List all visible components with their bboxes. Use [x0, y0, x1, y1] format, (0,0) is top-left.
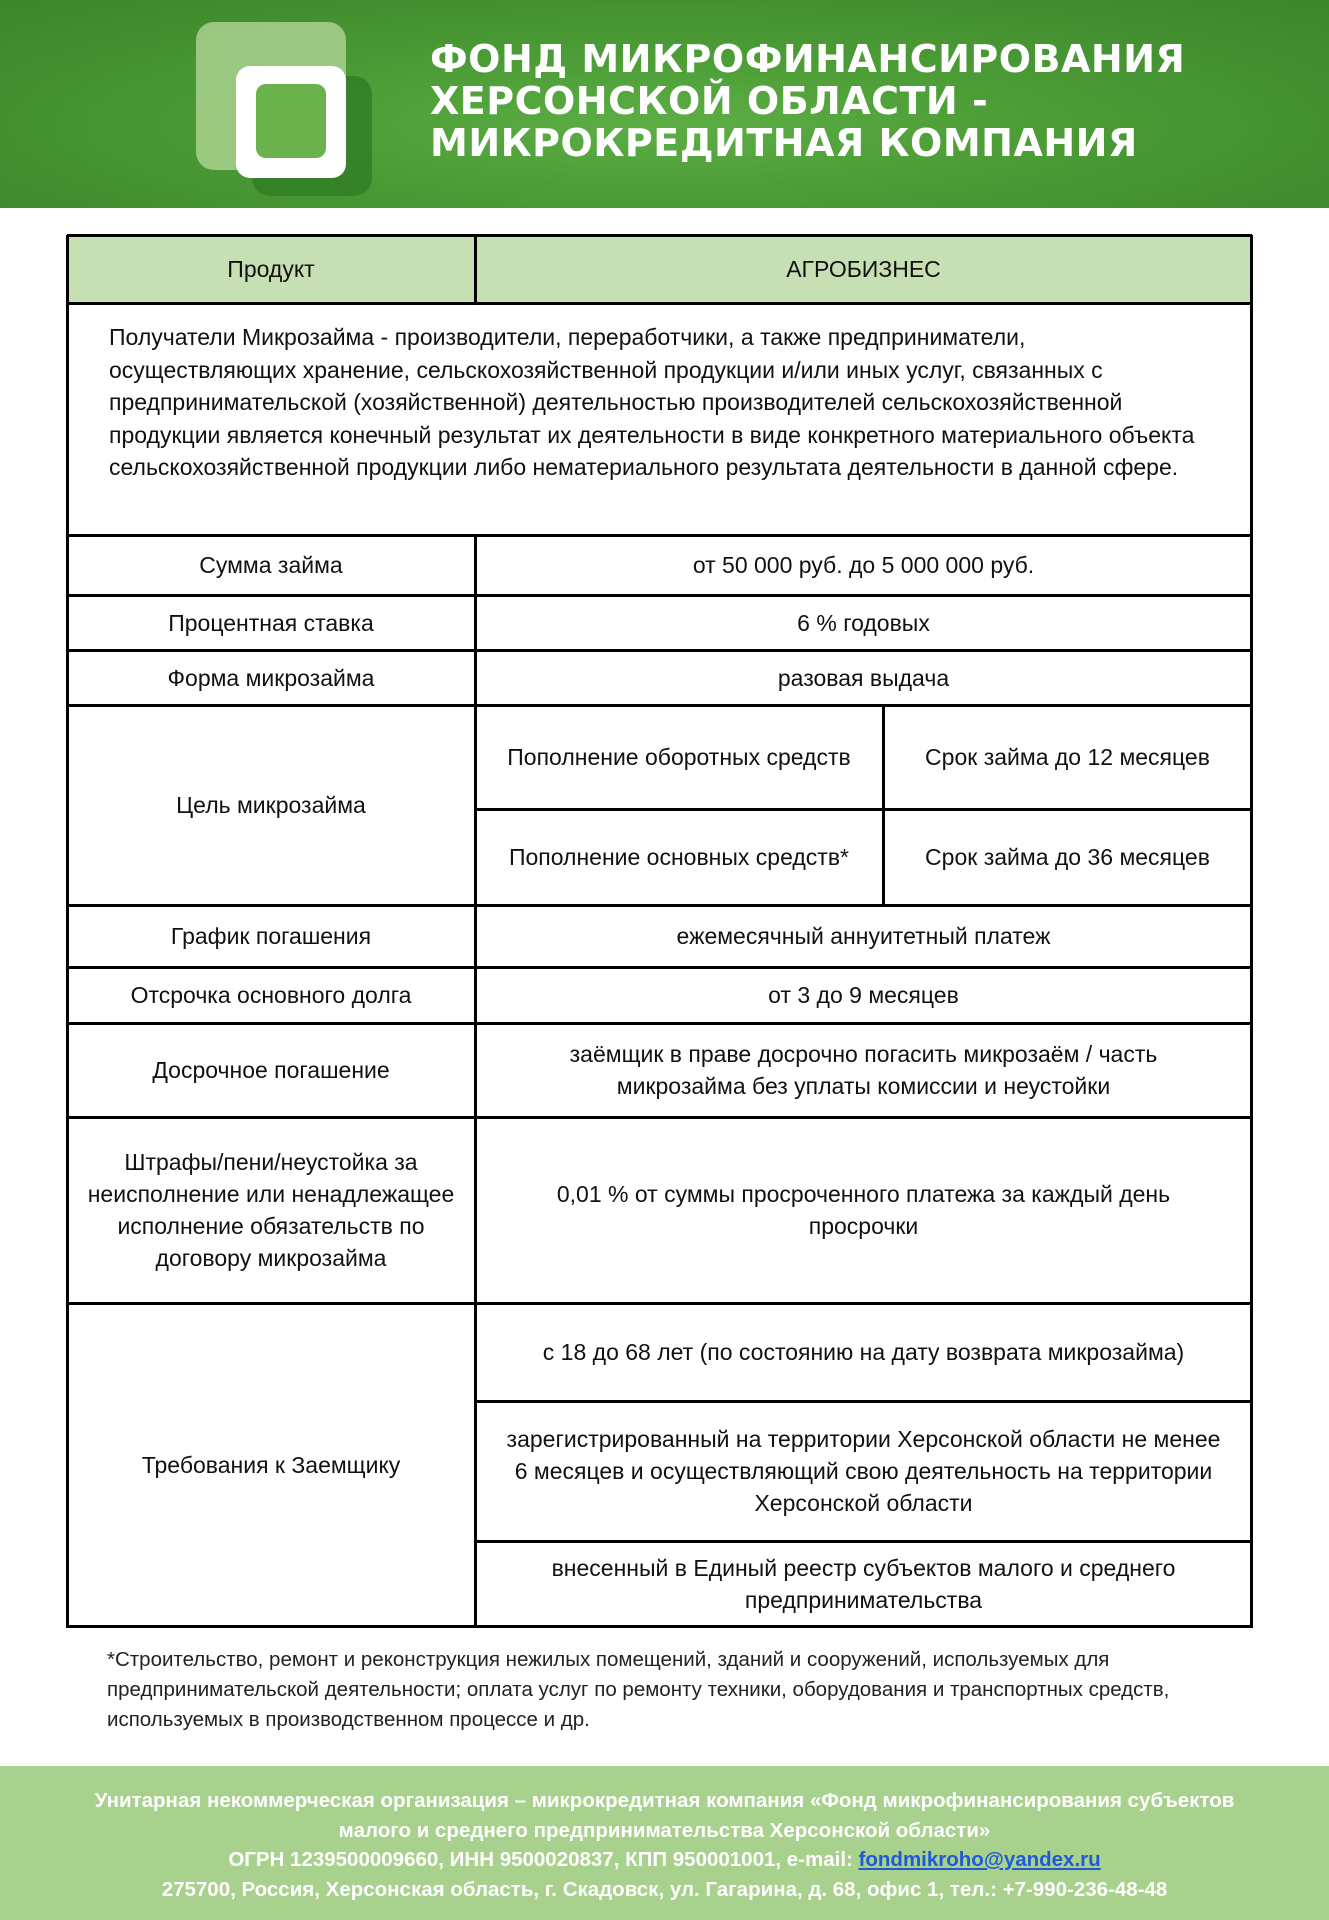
loan-amount-value: от 50 000 руб. до 5 000 000 руб.	[692, 552, 1035, 578]
early-repayment-label: Досрочное погашение	[152, 1057, 390, 1083]
footer-org-name-line-1: Унитарная некоммерческая организация – микрокредитная компания «Фонд микрофинансирования субъектов	[94, 1789, 1235, 1812]
title-line-2: ХЕРСОНСКОЙ ОБЛАСТИ -	[430, 79, 989, 123]
deferral-label: Отсрочка основного долга	[130, 982, 412, 1008]
penalties-label: Штрафы/пени/неустойка за неисполнение или ненадлежащее исполнение обязательств по договору микрозайма	[87, 1149, 455, 1271]
repayment-schedule-value: ежемесячный аннуитетный платеж	[676, 923, 1051, 949]
footer-org-name-line-2: малого и среднего предпринимательства Херсонской области»	[338, 1818, 991, 1842]
loan-form-label: Форма микрозайма	[167, 664, 375, 691]
page-footer	[0, 1766, 1329, 1920]
footer-address: 275700, Россия, Херсонская область, г. Скадовск, ул. Гагарина, д. 68, офис 1, тел.: +7-990-236-48-48	[161, 1877, 1168, 1901]
title-line-3: МИКРОКРЕДИТНАЯ КОМПАНИЯ	[430, 121, 1138, 165]
requirement-sme-registry: внесенный в Единый реестр субъектов малого и среднего предпринимательства	[551, 1555, 1176, 1613]
footer-registration-line	[0, 1845, 1329, 1875]
interest-rate-value: 6 % годовых	[797, 609, 930, 636]
interest-rate-label: Процентная ставка	[168, 609, 374, 636]
footnote: *Строительство, ремонт и реконструкция нежилых помещений, зданий и сооружений, используемых для предпринимательской деятельности; оплата услуг по ремонту техники, оборудования и транспортных средств, используемых в производственном процессе и др.	[107, 1648, 1170, 1731]
loan-form-value: разовая выдача	[777, 664, 950, 691]
loan-purpose-label: Цель микрозайма	[176, 792, 366, 818]
purpose-working-capital: Пополнение оборотных средств	[507, 744, 851, 770]
loan-amount-label: Сумма займа	[199, 552, 343, 578]
requirement-age: с 18 до 68 лет (по состоянию на дату возврата микрозайма)	[542, 1339, 1185, 1365]
page-header	[0, 0, 1329, 208]
requirement-registration: зарегистрированный на территории Херсонской области не менее 6 месяцев и осуществляющий свою деятельность на территории Херсонской области	[506, 1426, 1221, 1516]
early-repayment-value: заёмщик в праве досрочно погасить микрозаём / часть микрозайма без уплаты комиссии и неустойки	[569, 1041, 1158, 1099]
purpose-fixed-assets: Пополнение основных средств*	[508, 844, 850, 870]
page-title	[430, 38, 1310, 164]
deferral-value: от 3 до 9 месяцев	[768, 982, 959, 1008]
table-header-agrobusiness: АГРОБИЗНЕС	[475, 235, 1252, 303]
product-table	[67, 235, 1252, 1627]
table-header-product: Продукт	[67, 235, 475, 303]
email-link[interactable]: fondmikroho@yandex.ru	[858, 1848, 1101, 1871]
footer-ids: ОГРН 1239500009660, ИНН 9500020837, КПП 950001001, e-mail:	[228, 1848, 859, 1871]
borrowers-description: Получатели Микрозайма - производители, переработчики, а также предприниматели, осуществляющих хранение, сельскохозяйственной продукции и/или иных услуг, связанных с предпринимательской (хозяйственной) деятельностью производителей сельскохозяйственной продукции является конечный результат их деятельности в виде конкретного материального объекта сельскохозяйственной продукции либо нематериального результата деятельности в данной сфере.	[109, 324, 1195, 480]
fund-logo	[196, 22, 376, 197]
repayment-schedule-label: График погашения	[170, 923, 372, 949]
title-line-1: ФОНД МИКРОФИНАНСИРОВАНИЯ	[430, 37, 1186, 81]
penalties-value: 0,01 % от суммы просроченного платежа за каждый день просрочки	[556, 1181, 1171, 1239]
borrower-requirements-label: Требования к Заемщику	[141, 1452, 401, 1478]
term-36-months: Срок займа до 36 месяцев	[925, 844, 1210, 870]
term-12-months: Срок займа до 12 месяцев	[925, 744, 1210, 770]
